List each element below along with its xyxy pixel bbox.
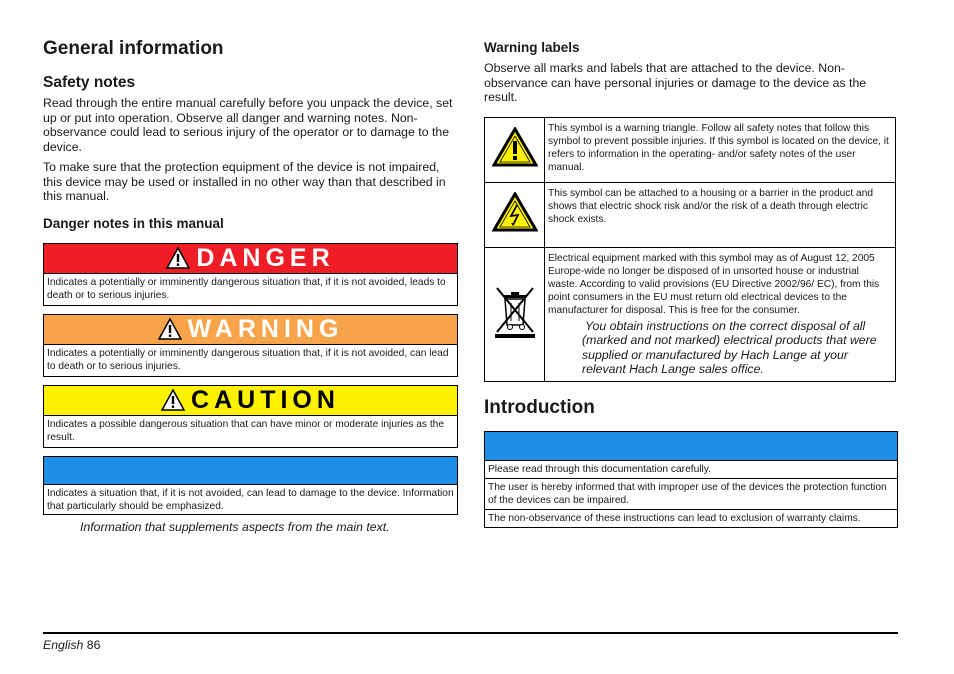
introduction-banner	[485, 432, 897, 461]
supplement-note: Information that supplements aspects from the main text.	[80, 519, 390, 534]
warning-notice	[43, 314, 458, 377]
warning-labels-table	[484, 117, 896, 382]
warning-text: Indicates a potentially or imminently dangerous situation that, if it is not avoided, can lead to death or to serious injuries.	[47, 347, 449, 372]
warning-triangle-icon	[158, 318, 182, 340]
label-icon-cell	[485, 247, 545, 381]
warning-triangle-icon	[161, 389, 185, 411]
electric-shock-icon	[492, 219, 538, 236]
label-description: This symbol can be attached to a housing or a barrier in the product and shows that electric shock risk and/or the risk of a death through electric shock exists.	[545, 182, 896, 247]
left-column	[43, 38, 458, 534]
danger-notice	[43, 243, 458, 306]
warning-triangle-icon	[166, 247, 190, 269]
warning-labels-paragraph: Observe all marks and labels that are attached to the device. Non-observance can have personal injuries or damage to the device as the result.	[484, 61, 867, 104]
label-icon-cell	[485, 117, 545, 182]
label-icon-cell	[485, 182, 545, 247]
footer-rule	[43, 632, 898, 634]
label-description: This symbol is a warning triangle. Follow all safety notes that follow this symbol to prevent possible injuries. If this symbol is located on the device, it refers to information in the operating- and/or safety notes of the user manual.	[545, 117, 896, 182]
table-row	[485, 247, 896, 381]
table-row	[485, 117, 896, 182]
danger-word: DANGER	[196, 244, 335, 272]
danger-text: Indicates a potentially or imminently dangerous situation that, if it is not avoided, leads to death or to serious injuries.	[47, 276, 446, 301]
introduction-notice	[484, 431, 898, 528]
section-title: General information	[43, 38, 224, 59]
warning-labels-heading: Warning labels	[484, 40, 580, 55]
notice-banner	[44, 457, 457, 485]
warning-banner	[44, 315, 457, 345]
notice-text: Indicates a situation that, if it is not avoided, can lead to damage to the device. Information that particularly should be emphasized.	[47, 487, 454, 512]
caution-word: CAUTION	[191, 386, 340, 414]
notice-box	[43, 456, 458, 515]
danger-notes-heading: Danger notes in this manual	[43, 215, 224, 231]
caution-banner	[44, 386, 457, 416]
introduction-heading: Introduction	[484, 396, 595, 418]
table-row	[485, 182, 896, 247]
intro-line: The non-observance of these instructions can lead to exclusion of warranty claims.	[488, 512, 861, 524]
weee-note: You obtain instructions on the correct disposal of all (marked and not marked) electrical products that were supplied or manufactured by Hach Lange at your relevant Hach Lange sales office.	[582, 318, 877, 376]
caution-notice	[43, 385, 458, 448]
right-column	[484, 38, 898, 528]
caution-text: Indicates a possible dangerous situation that can have minor or moderate injuries as the result.	[47, 418, 444, 443]
intro-line: Please read through this documentation carefully.	[485, 461, 897, 479]
label-description	[545, 247, 896, 381]
safety-paragraph-1: Read through the entire manual carefully before you unpack the device, set up or put into operation. Observe all danger and warning notes. Non-observance could lead to serious injury of the operator or to damage to the device.	[43, 96, 453, 154]
safety-paragraph-2: To make sure that the protection equipment of the device is not impaired, this device may be used or installed in no other way than that described in this manual.	[43, 160, 446, 203]
weee-description: Electrical equipment marked with this symbol may as of August 12, 2005 Europe-wide no longer be disposed of in unsorted house or industrial waste. According to valid provisions (EU Directive 2002/96/ EC), from this point consumers in the EU must return old electrical devices to the manufacturer for disposal. This is free for the consumer.	[548, 252, 880, 316]
weee-bin-icon	[491, 326, 539, 343]
page-number: 86	[86, 638, 101, 652]
danger-banner	[44, 244, 457, 274]
warning-triangle-icon	[492, 154, 538, 171]
page-footer	[43, 638, 100, 652]
intro-line: The user is hereby informed that with improper use of the devices the protection function of the devices can be impaired.	[485, 479, 897, 510]
safety-heading: Safety notes	[43, 74, 136, 91]
footer-language: English	[43, 638, 84, 652]
warning-word: WARNING	[187, 315, 344, 343]
